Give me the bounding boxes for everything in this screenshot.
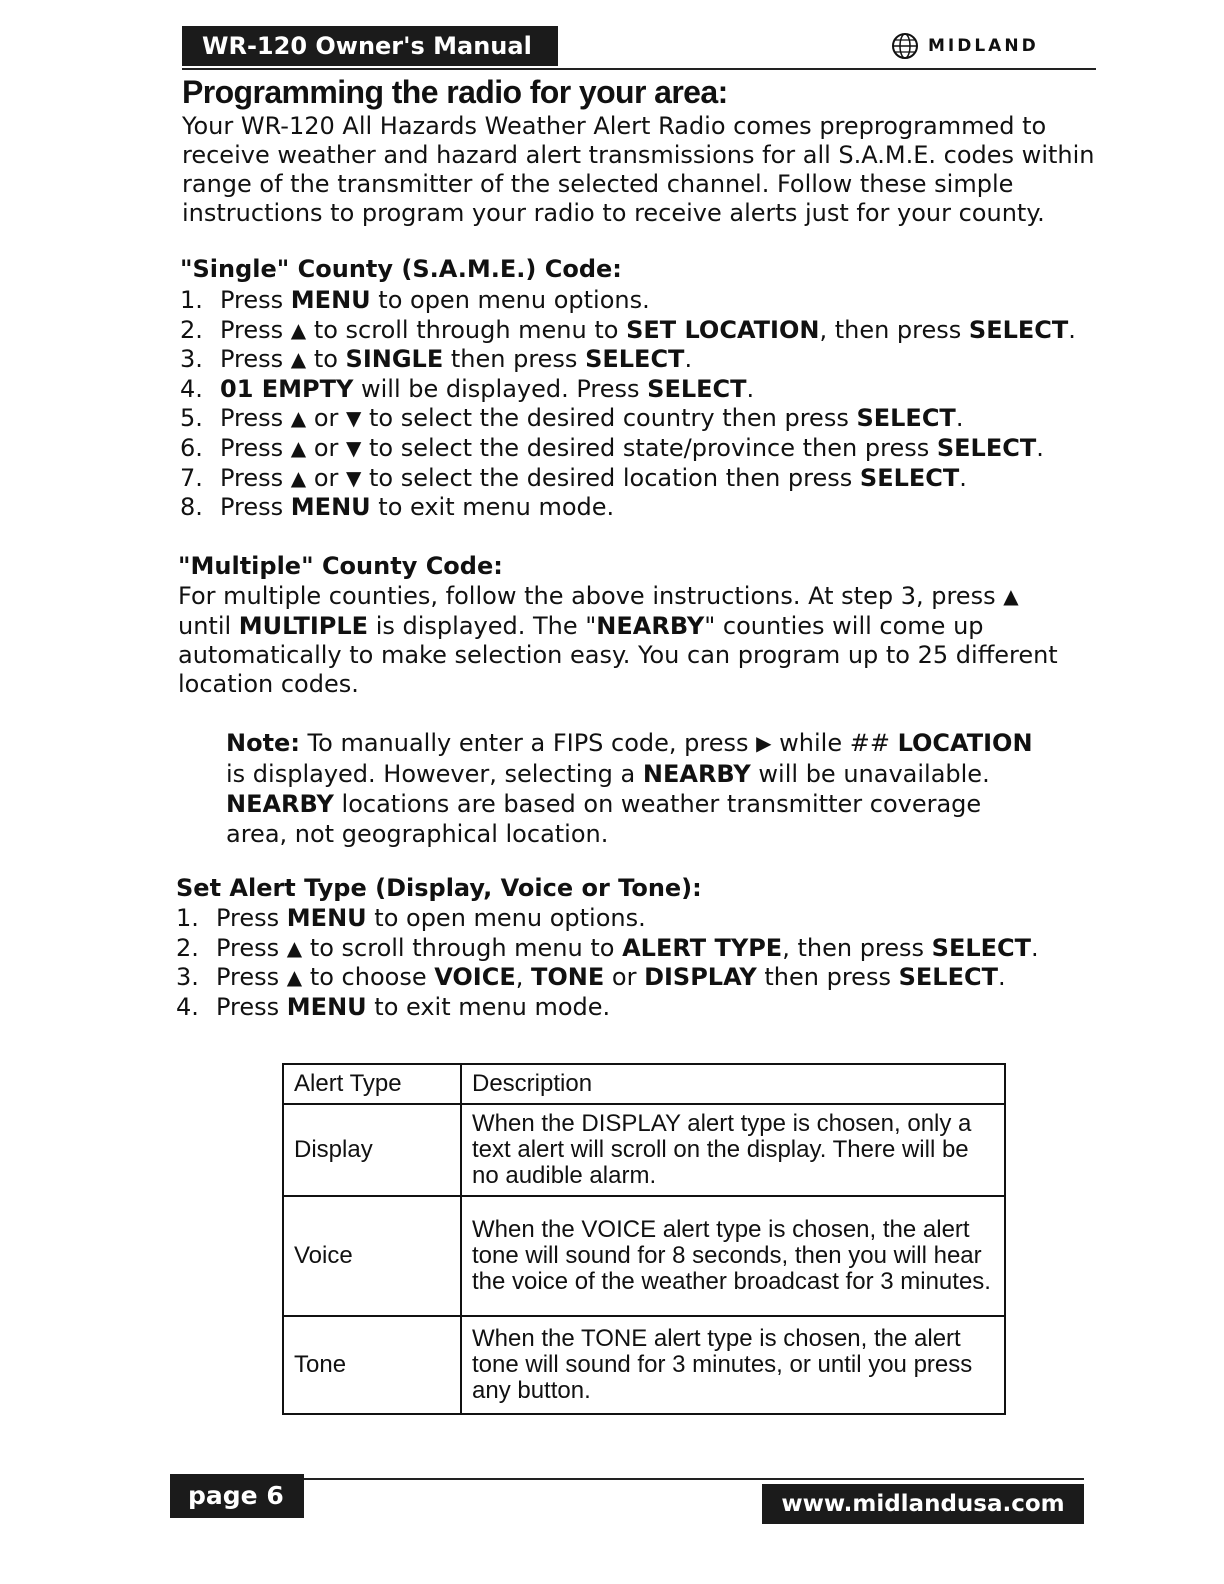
up-arrow-icon: ▲ xyxy=(290,406,307,431)
multiple-county-paragraph: For multiple counties, follow the above instructions. At step 3, press ▲ until MULTIPLE is displayed. The "NEARBY" counties will come up automatically to make selection easy. You can program up to 25 different location codes. xyxy=(178,582,1058,698)
list-item: 1. Press MENU to open menu options. xyxy=(176,904,646,932)
note-label: Note: xyxy=(226,729,300,757)
alert-type-heading: Set Alert Type (Display, Voice or Tone): xyxy=(176,874,702,902)
list-item: 8. Press MENU to exit menu mode. xyxy=(180,493,615,522)
list-item: 3. Press ▲ to choose VOICE, TONE or DISPLAY then press SELECT. xyxy=(176,963,1006,992)
list-item: 3. Press ▲ to SINGLE then press SELECT. xyxy=(180,345,693,374)
up-arrow-icon: ▲ xyxy=(286,965,303,990)
list-item: 6. Press ▲ or ▼ to select the desired state/province then press SELECT. xyxy=(180,433,1044,462)
website-url: www.midlandusa.com xyxy=(762,1484,1084,1524)
intro-paragraph: Your WR-120 All Hazards Weather Alert Radio comes preprogrammed to receive weather and hazard alert transmissions for all S.A.M.E. codes within range of the transmitter of the selected channel. Follow these simple instructions to program your radio to receive alerts just for your county. xyxy=(182,112,1095,227)
table-header-cell: Alert Type xyxy=(283,1064,461,1104)
alert-type-table xyxy=(282,1063,1006,1415)
up-arrow-icon: ▲ xyxy=(290,317,307,342)
up-arrow-icon: ▲ xyxy=(290,465,307,490)
list-item: 2. Press ▲ to scroll through menu to ALERT TYPE, then press SELECT. xyxy=(176,933,1039,962)
brand-name: MIDLAND xyxy=(928,36,1039,56)
multiple-county-heading: "Multiple" County Code: xyxy=(178,552,503,580)
list-item: 5. Press ▲ or ▼ to select the desired country then press SELECT. xyxy=(180,404,964,433)
footer-divider xyxy=(170,1478,1084,1480)
alert-type-steps xyxy=(176,904,1039,1022)
list-item: 7. Press ▲ or ▼ to select the desired location then press SELECT. xyxy=(180,463,967,492)
table-row xyxy=(283,1316,1005,1414)
single-county-steps xyxy=(180,286,1076,523)
globe-icon xyxy=(890,31,922,61)
up-arrow-icon: ▲ xyxy=(290,435,307,460)
table-header-row xyxy=(283,1064,1005,1104)
list-item: 1. Press MENU to open menu options. xyxy=(180,286,650,314)
down-arrow-icon: ▼ xyxy=(346,406,362,431)
page-number: page 6 xyxy=(170,1474,304,1518)
down-arrow-icon: ▼ xyxy=(346,465,362,490)
table-row xyxy=(283,1196,1005,1316)
fips-note: Note: To manually enter a FIPS code, press ▶ while ## LOCATION is displayed. However, selecting a NEARBY will be unavailable. NEARBY locations are based on weather transmitter coverage area, not geographical location. xyxy=(226,729,1033,848)
page-title: Programming the radio for your area: xyxy=(182,74,728,110)
down-arrow-icon: ▼ xyxy=(346,435,362,460)
single-county-heading: "Single" County (S.A.M.E.) Code: xyxy=(180,255,622,283)
manual-title-bar xyxy=(182,26,558,66)
table-row xyxy=(283,1104,1005,1196)
list-item: 4. 01 EMPTY will be displayed. Press SELECT. xyxy=(180,374,755,403)
table-header-cell: Description xyxy=(461,1064,1005,1104)
brand-logo xyxy=(890,26,1039,66)
up-arrow-icon: ▲ xyxy=(290,347,307,372)
table-cell-description: When the DISPLAY alert type is chosen, only a text alert will scroll on the display. There will be no audible alarm. xyxy=(461,1104,1005,1196)
list-item: 4. Press MENU to exit menu mode. xyxy=(176,992,611,1021)
table-cell-type: Tone xyxy=(283,1316,461,1414)
table-cell-type: Display xyxy=(283,1104,461,1196)
table-cell-description: When the TONE alert type is chosen, the alert tone will sound for 3 minutes, or until you press any button. xyxy=(461,1316,1005,1414)
list-item: 2. Press ▲ to scroll through menu to SET LOCATION, then press SELECT. xyxy=(180,315,1076,344)
right-arrow-icon: ▶ xyxy=(756,731,772,755)
up-arrow-icon: ▲ xyxy=(286,935,303,960)
up-arrow-icon: ▲ xyxy=(1003,584,1019,608)
header-divider xyxy=(182,68,1096,70)
table-cell-type: Voice xyxy=(283,1196,461,1316)
table-cell-description: When the VOICE alert type is chosen, the alert tone will sound for 8 seconds, then you will hear the voice of the weather broadcast for 3 minutes. xyxy=(461,1196,1005,1316)
manual-title: WR-120 Owner's Manual xyxy=(202,32,532,60)
